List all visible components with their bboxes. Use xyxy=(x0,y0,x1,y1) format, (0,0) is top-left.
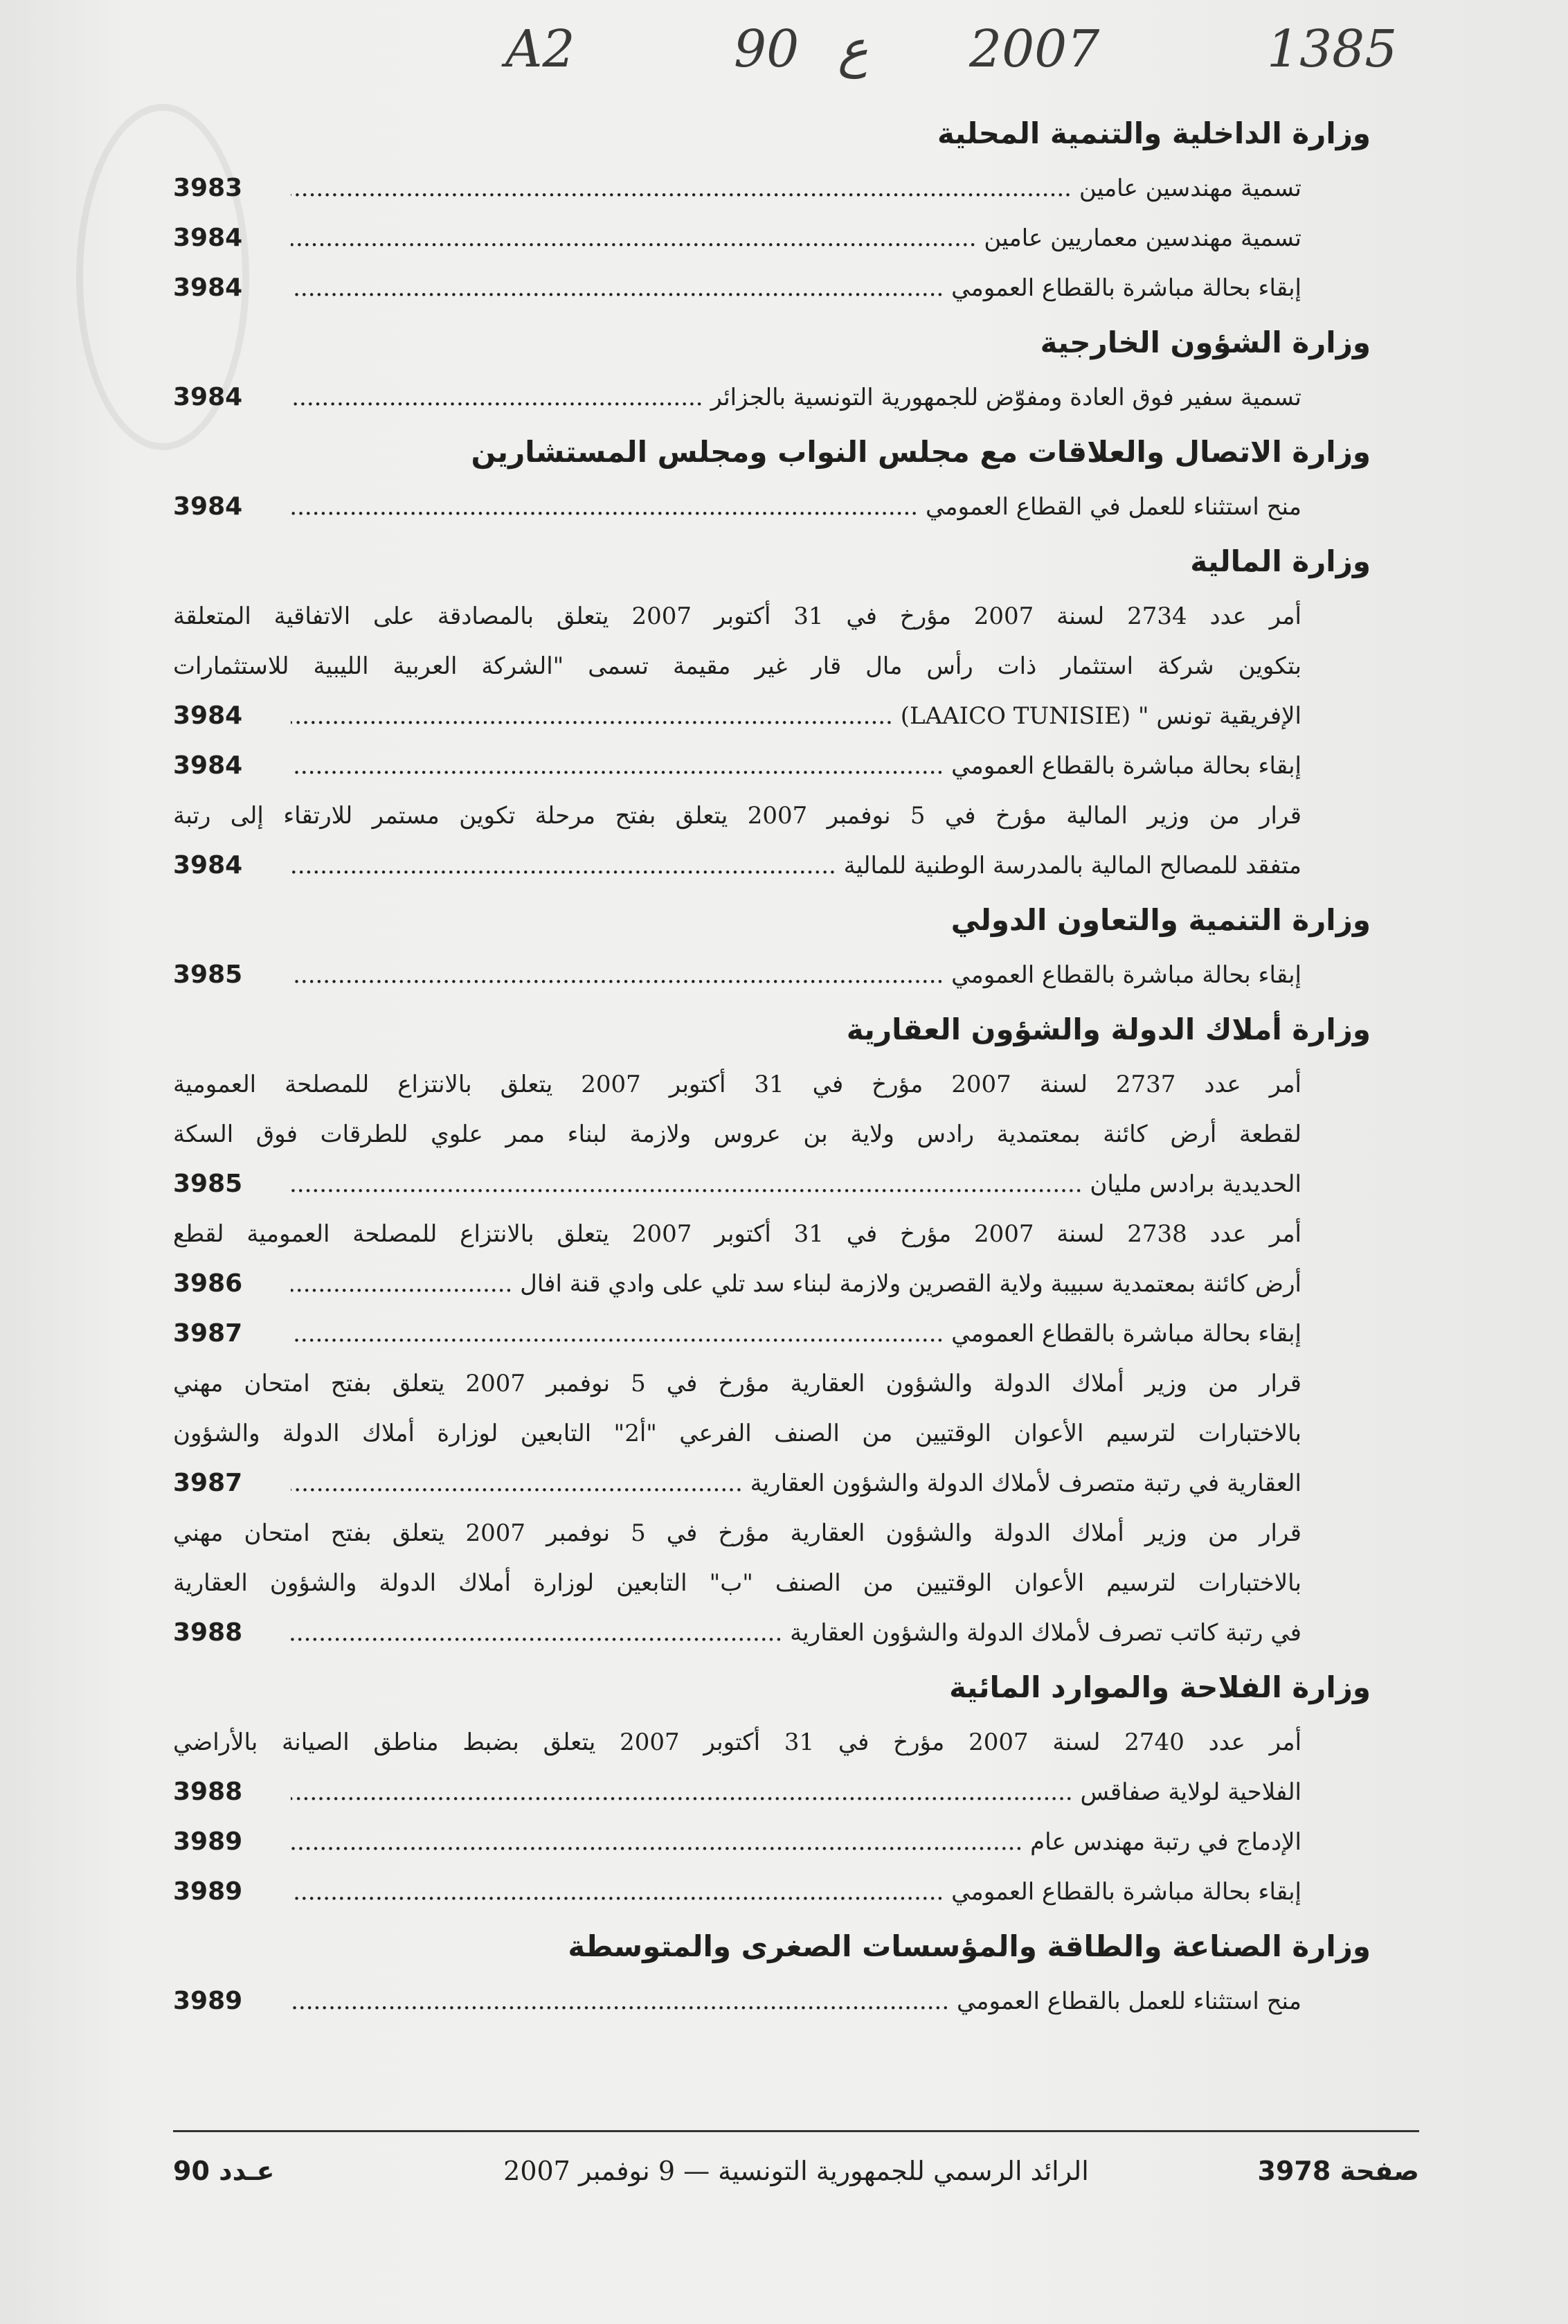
page-footer xyxy=(173,2133,1419,2209)
page-number: 3987 xyxy=(173,1319,243,1348)
toc-entry: منح استثناء للعمل بالقطاع العمومي ..... 3989 xyxy=(173,1976,1371,2026)
page-number: 3984 xyxy=(173,851,243,879)
page-number: 3987 xyxy=(173,1469,243,1497)
toc-entry: العقارية في رتبة متصرف لأملاك الدولة والشؤون العقارية ..... 3987 xyxy=(173,1458,1371,1508)
journal-title: الرائد الرسمي للجمهورية التونسية — 9 نوفمبر 2007 xyxy=(503,2156,1089,2186)
ministry-heading: وزارة الشؤون الخارجية xyxy=(1040,325,1371,359)
toc-entry: إبقاء بحالة مباشرة بالقطاع العمومي ..... 3984 xyxy=(173,263,1371,313)
toc-entry: منح استثناء للعمل في القطاع العمومي ..... 3984 xyxy=(173,482,1371,532)
toc-entry: في رتبة كاتب تصرف لأملاك الدولة والشؤون العقارية ..... 3988 xyxy=(173,1608,1371,1658)
handwritten-d: 2007 xyxy=(969,19,1100,79)
toc-entry: تسمية مهندسين معماريين عامين ..... 3984 xyxy=(173,213,1371,263)
entry-line: أمر عدد 2738 لسنة 2007 مؤرخ في 31 أكتوبر 2007 يتعلق بالانتزاع للمصلحة العمومية لقطع xyxy=(173,1220,1301,1248)
toc-entry: الفلاحية لولاية صفاقس ..... 3988 xyxy=(173,1767,1371,1817)
handwritten-annotation xyxy=(0,12,1568,96)
ministry-heading: وزارة أملاك الدولة والشؤون العقارية xyxy=(846,1012,1371,1046)
page-number: 3985 xyxy=(173,960,243,989)
ministry-heading: وزارة الاتصال والعلاقات مع مجلس النواب ومجلس المستشارين xyxy=(471,435,1371,469)
toc-entry: الحديدية برادس مليان ..... 3985 xyxy=(173,1159,1371,1209)
page-number: 3984 xyxy=(173,224,243,252)
page-number: 3989 xyxy=(173,1827,243,1856)
footer-rule xyxy=(173,2130,1419,2132)
toc-entry: أرض كائنة بمعتمدية سبيبة ولاية القصرين ولازمة لبناء سد تلي على وادي قنة افال ..... 3986 xyxy=(173,1259,1371,1309)
page-number: 3989 xyxy=(173,1987,243,2015)
page-number: 3984 xyxy=(173,492,243,521)
handwritten-c: ع xyxy=(838,19,869,79)
toc-entry: إبقاء بحالة مباشرة بالقطاع العمومي ..... 3987 xyxy=(173,1309,1371,1359)
handwritten-a: A2 xyxy=(505,19,575,79)
toc-entry: الإفريقية تونس " (LAAICO TUNISIE) ..... 3984 xyxy=(173,691,1371,741)
toc-entry: إبقاء بحالة مباشرة بالقطاع العمومي ..... 3985 xyxy=(173,950,1371,1000)
entry-line: أمر عدد 2734 لسنة 2007 مؤرخ في 31 أكتوبر 2007 يتعلق بالمصادقة على الاتفاقية المتعلقة xyxy=(173,602,1301,630)
ministry-heading: وزارة الفلاحة والموارد المائية xyxy=(949,1670,1371,1704)
ministry-heading: وزارة الداخلية والتنمية المحلية xyxy=(937,116,1371,150)
page-number: 3988 xyxy=(173,1778,243,1806)
entry-line: بتكوين شركة استثمار ذات رأس مال قار غير مقيمة تسمى "الشركة العربية الليبية للاستثمارات xyxy=(173,652,1301,680)
toc-entry: إبقاء بحالة مباشرة بالقطاع العمومي ..... 3989 xyxy=(173,1867,1371,1917)
page-number: 3983 xyxy=(173,174,243,202)
page-number: 3986 xyxy=(173,1269,243,1298)
entry-line: بالاختبارات لترسيم الأعوان الوقتيين من الصنف الفرعي "أ2" التابعين لوزارة أملاك الدولة والشؤون xyxy=(173,1420,1301,1447)
toc-entry: تسمية سفير فوق العادة ومفوّض للجمهورية التونسية بالجزائر ..... 3984 xyxy=(173,373,1371,422)
entry-line: قرار من وزير أملاك الدولة والشؤون العقارية مؤرخ في 5 نوفمبر 2007 يتعلق بفتح امتحان مهني xyxy=(173,1370,1301,1397)
entry-line: لقطعة أرض كائنة بمعتمدية رادس ولاية بن عروس ولازمة لبناء ممر علوي للطرقات فوق السكة xyxy=(173,1120,1301,1148)
toc-entry: الإدماج في رتبة مهندس عام ..... 3989 xyxy=(173,1817,1371,1867)
page-number: 3985 xyxy=(173,1170,243,1198)
page-number: 3984 xyxy=(173,383,243,411)
toc-entry: تسمية مهندسين عامين ..... 3983 xyxy=(173,163,1371,213)
ministry-heading: وزارة التنمية والتعاون الدولي xyxy=(950,903,1371,937)
entry-line: أمر عدد 2740 لسنة 2007 مؤرخ في 31 أكتوبر 2007 يتعلق بضبط مناطق الصيانة بالأراضي xyxy=(173,1728,1301,1756)
entry-line: قرار من وزير المالية مؤرخ في 5 نوفمبر 2007 يتعلق بفتح مرحلة تكوين مستمر للارتقاء إلى رتبة xyxy=(173,802,1301,830)
toc-entry: متفقد للمصالح المالية بالمدرسة الوطنية للمالية ..... 3984 xyxy=(173,841,1371,891)
ministry-heading: وزارة الصناعة والطاقة والمؤسسات الصغرى والمتوسطة xyxy=(568,1929,1371,1963)
entry-line: قرار من وزير أملاك الدولة والشؤون العقارية مؤرخ في 5 نوفمبر 2007 يتعلق بفتح امتحان مهني xyxy=(173,1519,1301,1547)
table-of-contents xyxy=(173,104,1371,2026)
page-number: 3988 xyxy=(173,1618,243,1647)
entry-line: أمر عدد 2737 لسنة 2007 مؤرخ في 31 أكتوبر 2007 يتعلق بالانتزاع للمصلحة العمومية xyxy=(173,1071,1301,1098)
page-label: صفحة 3978 xyxy=(1257,2156,1419,2186)
entry-line: بالاختبارات لترسيم الأعوان الوقتيين من الصنف "ب" التابعين لوزارة أملاك الدولة والشؤون العقارية xyxy=(173,1569,1301,1597)
handwritten-e: 1385 xyxy=(1267,19,1398,79)
page-number: 3984 xyxy=(173,274,243,302)
page-number: 3984 xyxy=(173,751,243,780)
issue-number: عـدد 90 xyxy=(173,2156,275,2186)
toc-entry: إبقاء بحالة مباشرة بالقطاع العمومي ..... 3984 xyxy=(173,741,1371,791)
page-number: 3989 xyxy=(173,1877,243,1906)
page-number: 3984 xyxy=(173,701,243,730)
ministry-heading: وزارة المالية xyxy=(1190,544,1371,578)
handwritten-b: 90 xyxy=(734,19,800,79)
